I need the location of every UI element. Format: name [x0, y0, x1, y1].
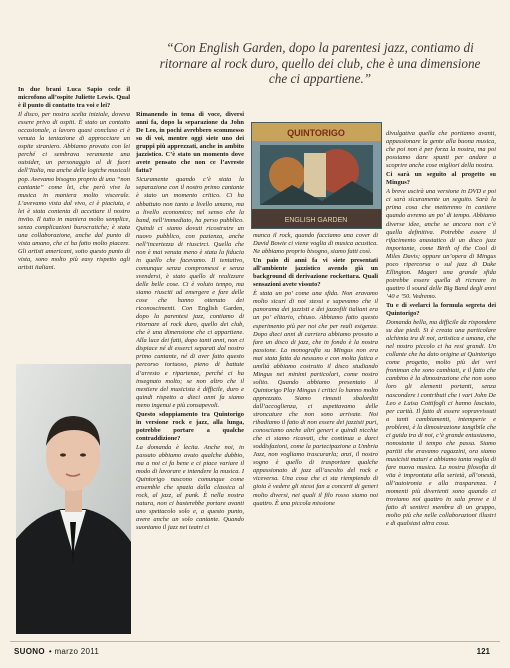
column-3: [253, 232, 378, 634]
pull-quote: “Con English Garden, dopo la parentesi jazz, contiamo di ritornare al rock duro, quello dei club, che è una dimensione che ci appartiene.”: [159, 40, 481, 87]
column-1: [18, 86, 130, 361]
interview-question: [18, 86, 130, 110]
page-footer: [8, 645, 502, 659]
answer-text: Sicuramente quando c’è stata la separazione con il nostro primo cantante è stato un momento critico. Ci ha abbattuto non tanto a livello umano, ma a livello economico; nel senso che la band, nell’immediato, ha perso pubblico. Quindi ci siamo dovuti ricostruire un nuovo pubblico, con pazienza, anche nell’incertezza di riuscirci. Quella che non è mai venuta meno è stata la fiducia in quello che facevamo. Il tentativo, comunque senza compromessi e senza svendersi, è stato quello di realizzare delle belle cose. Ci è voluto tempo, ma siamo riusciti ad emergere e fare delle cose che hanno ottenuto dei riconoscimenti. Con: [136, 176, 244, 313]
answer-text: Il disco, per nostra scelta iniziale, doveva essere privo di ospiti. È stato un contatto occasionale, a lavoro quasi concluso ci è venuta la tentazione di approcciare un ospite straniero. Abbiamo provato con lei perché ci sembrava veramente una outsider, un personaggio al di fuori dell’Italia, ma anche delle logiche musicali pop. Avevamo bisogno proprio di una “non cantante” come lei, che però vive la musica in maniera molto viscerale. L’avevamo vista dal vivo, ci è piaciuta, e lei è stata contenta di accettare il nostro invito. Il tutto in maniera molto semplice, senza complicazioni burocratiche; è stata una collaborazione, anche dal punto di vista umano, che ci ha fatto molto piacere. Gli artisti americani, sotto questo punto di vista, sono molto più easy rispetto agli artisti italiani.: [18, 111, 130, 272]
magazine-name: SUONO: [14, 647, 45, 656]
answer-text: La domanda è lecita. Anche noi, in passato abbiamo avuto qualche dubbio, ma a noi ci fa bene e ci piace variare il modo di lavorare e intendere la musica. I Quintorigo nascono comunque come ensemble che spazia dalla classica al rock, al jazz, al punk. È nella nostra natura, non ci basterebbe portare avanti uno spettacolo solo e, a questo punto, avere anche un solo cantante. Quando suoniamo il jazz nei teatri ci: [136, 443, 244, 532]
question-text: Questo sdoppiamento tra Quintorigo in versione rock e jazz, alla lunga, potrebbe portare a qualche contraddizione?: [136, 410, 244, 442]
interview-answer: [136, 444, 244, 533]
interview-answer: [386, 188, 496, 301]
answer-text: Domanda bella, ma difficile da rispondere su due piedi. Si è creata una particolare alchimia tra di noi, artistica e umana, che nel nostro piccolo ci ha resi grandi. Un collante che ha dato origine ai Quintorigo come progetto, molto più dei veri frontman che sono cambiati, e il fatto che cambino è la dimostrazione che non sono loro gli elementi portanti, senza nascondere i contributi che i vari John De Leo e Luisa Cottifogli ci hanno lasciato, per carità. Il fatto di essere sopravvissuti a tanti cambiamenti, intemperie e problemi, è la dimostrazione tangibile che ci guida tra di noi, c’è grande entusiasmo, nonostante il tempo che passa. Siamo partiti che eravamo ragazzini, ora siamo musicisti maturi e abbiamo tanta voglia di fare nuova musica. La nostra filosofia di vita è improntata alla serietà, all’onestà, all’autoironia e alla trasparenza. I momenti più divertenti sono quando ci troviamo noi quattro in sala prove e il fatto di sentirci membra di un gruppo, molto più che nelle collaborazioni illustri e di qualsiasi altra cosa.: [386, 319, 496, 528]
album-cover-subtitle: ENGLISH GARDEN: [284, 217, 348, 224]
album-cover-illustration: [252, 123, 381, 228]
interview-answer: [253, 290, 378, 507]
interview-question: [136, 111, 244, 175]
answer-text: manca il rock, quando facciamo una cover di David Bowie ci viene voglia di musica acustica. Ne abbiamo proprio bisogno, siamo fatti così.: [253, 232, 378, 256]
question-text: Un paio di anni fa vi siete presentati all’ambiente jazzistico avendo già un background di derivazione rockettara. Quali sensazioni avete vissuto?: [253, 257, 378, 289]
album-cover: [251, 122, 382, 229]
footer-rule: [10, 641, 500, 642]
question-text: In due brani Luca Sapio cede il microfono all’ospite Juliette Lewis. Qual è il punto di contatto tra voi e lei?: [18, 86, 130, 110]
question-text: Tu e di svelarci la formula segreta dei Quintorigo?: [386, 301, 496, 318]
interview-answer: [253, 232, 378, 256]
question-text: Ci sarà un seguito al progetto su Mingus?: [386, 171, 496, 187]
answer-text: English Garden: [198, 305, 243, 313]
question-text: Rimanendo in tema di voce, diversi anni fa, dopo la separazione da John De Leo, in pochi avrebbero scommesso su di voi, mentre oggi siete uno dei gruppi più apprezzati, anche in ambito jazzistico. C’è stato un momento dove avete pensato che non ce l’avreste fatta?: [136, 111, 244, 175]
interview-question: [386, 171, 496, 187]
interview-question: [386, 302, 496, 318]
column-2: [136, 111, 244, 634]
interview-answer: [386, 130, 496, 170]
magazine-brand: [14, 647, 99, 656]
interview-answer: [386, 319, 496, 528]
interview-question: [136, 411, 244, 443]
portrait-photo: [16, 364, 131, 634]
answer-text: È stata un po’ come una sfida. Non eravamo molto sicuri di noi stessi e sapevamo che il panorama dei jazzisti e dei jazzofili italiani era un po’ elitario, chiuso. Abbiamo fatto questo esperimento più per noi che per reali esigenze. Dopo dieci anni di carriera abbiamo provato a fare un disco di jazz, che in fondo è la nostra passione. La monografia su Mingus non era mai stata fatta da nessuno e con molta fatica e umiltà abbiamo costruito il disco studiando Mingus nei minimi particolari, come nostro solito. Quando abbiamo presentato il Quintorigo Play Mingus i critici lo hanno molto apprezzato. Siamo rimasti sbalorditi dall’accoglienza, ci aspettavamo delle stroncature che non sono arrivate. Noi ribadiamo il fatto di non essere dei jazzisti puri, conosciamo anche altri generi e quindi nicchie che ci siamo ricavati, che continua a darci soddisfazioni, come la partecipazione a Umbria Jazz, non vogliamo trascurarla; anzi, il nostro sogno è quello di trasportare qualche appassionato di jazz all’ascolto del rock e viceversa. Una cosa che ci sta riempiendo di gioia è vedere gli stessi fan a concerti di generi molto diversi, nei quali il filo rosso siamo noi quattro. È una piccola missione: [253, 290, 378, 507]
interview-answer: [18, 111, 130, 272]
portrait-illustration: [16, 364, 131, 634]
answer-text: divulgativa quella che portiamo avanti, appassionare la gente alla buona musica, che poi non è per forza la nostra, ma poi possiamo dare spunti per andare a scoprire anche cose migliori della nostra.: [386, 130, 496, 170]
answer-text: A breve uscirà una versione in DVD e poi ci sarà sicuramente un seguito. Sarà la prima cosa che metteremo in cantiere quando avremo un po’ di tempo. Abbiamo diverse idee, anche se ancora non c’è quella definitiva. Potrebbe essere il rifacimento anastatico di un disco jazz importante, come Birth of the Cool di Miles Davis; oppure un’opera di Mingus poco ripercorsa o sul jazz di Duke Ellington. Magari una grande sfida potrebbe essere quella di ricreare in quattro il sound delle Big Band degli anni ’40 e ’50. Vedremo.: [386, 188, 496, 300]
interview-answer: [136, 176, 244, 409]
column-4: [386, 130, 496, 634]
album-cover-title: QUINTORIGO: [287, 128, 345, 138]
issue-date: • marzo 2011: [48, 647, 100, 656]
page-number: 121: [476, 647, 490, 656]
answer-text: , dopo la parentesi jazz, contiamo di ritornare al rock duro, quello dei club, che è una dimensione che ci appartiene. Alla luce dei fatti, dopo tanti anni, non ci dispiace né di esserci separati dal nostro primo cantante, né di aver fatto questo percorso tortuoso, pieno di battute d’arresto e ripartenze, perché ci ha insegnato molto; se non altro che il mestiere del musicista è difficile, duro e quindi rispetto a dieci anni fa siamo meno ingenui e più consapevoli.: [136, 305, 244, 409]
interview-question: [253, 257, 378, 289]
